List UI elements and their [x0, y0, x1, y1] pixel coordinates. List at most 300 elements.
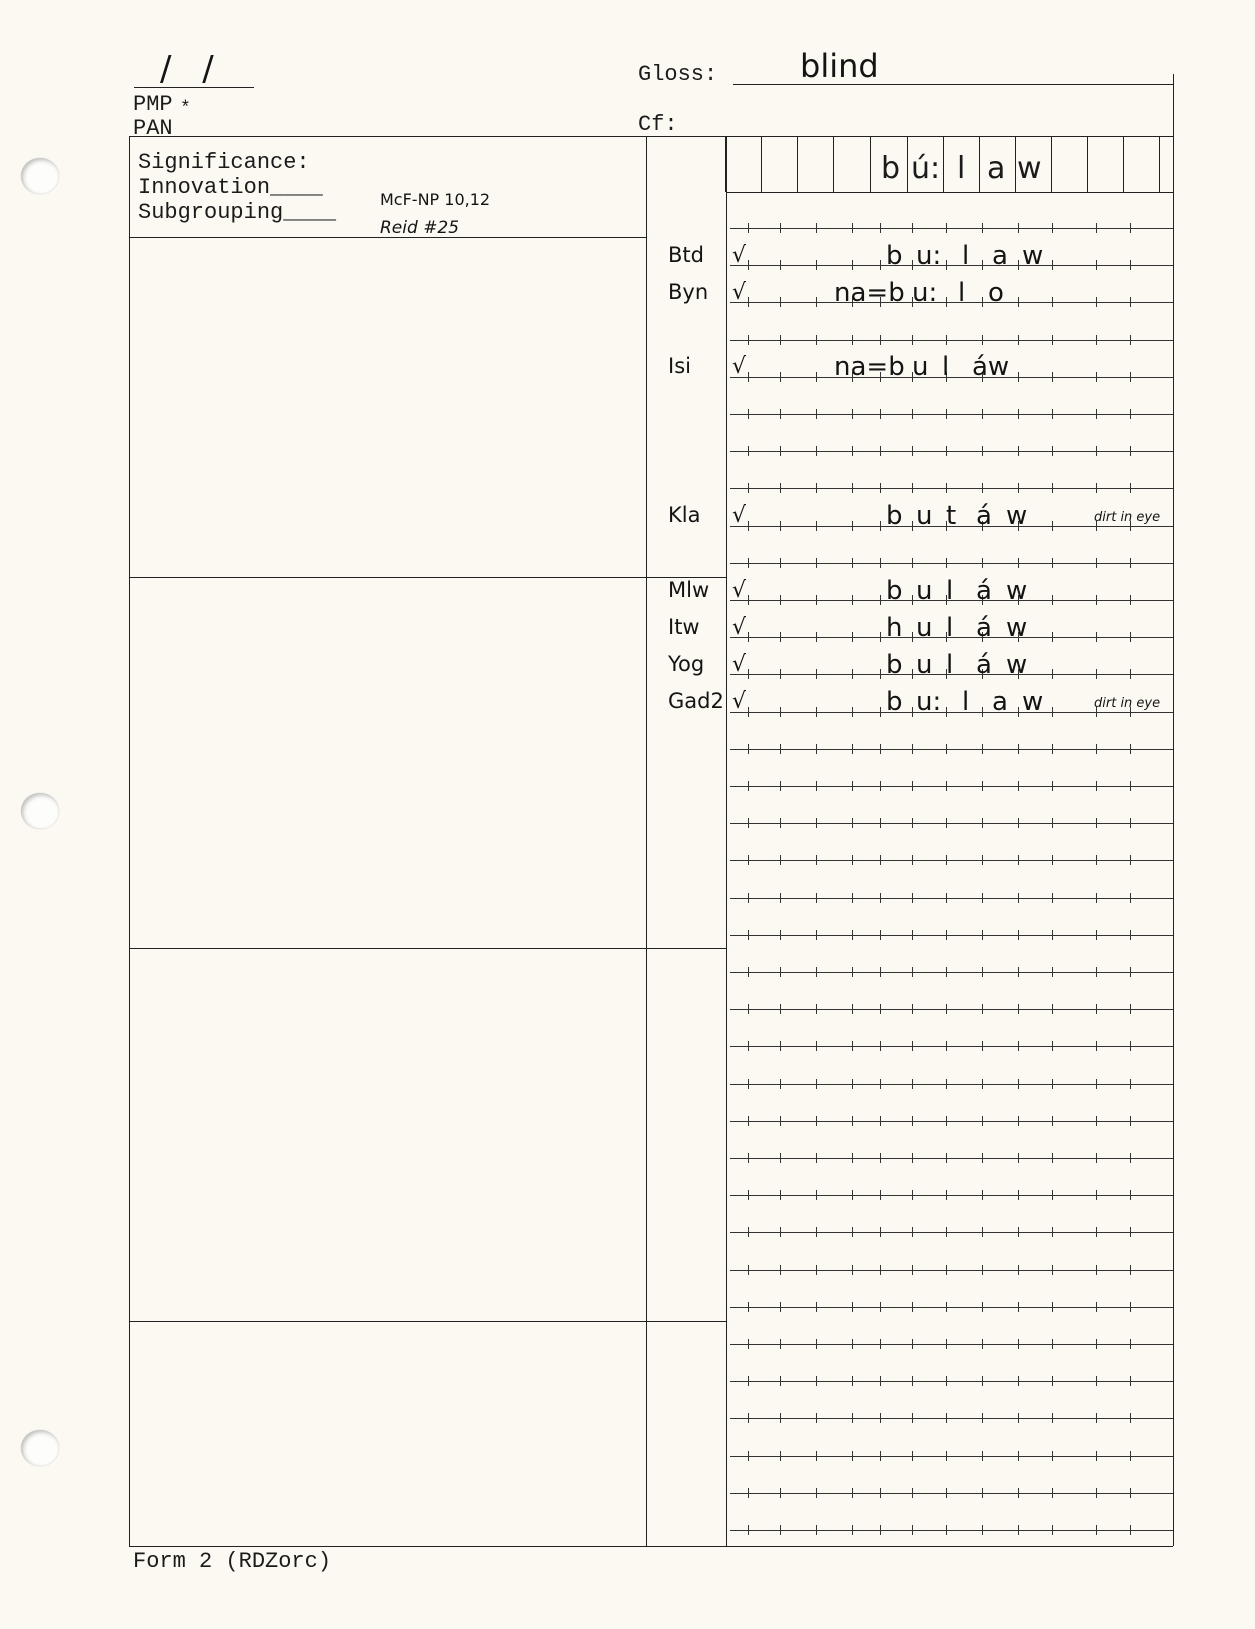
ruled-tick [816, 855, 817, 865]
ruled-tick [780, 1116, 781, 1126]
ruled-tick [982, 483, 983, 493]
ruled-tick [816, 1451, 817, 1461]
ruled-line [730, 749, 1173, 750]
ruled-tick [946, 1190, 947, 1200]
reference-note-1: McF-NP 10,12 [380, 190, 491, 209]
ruled-tick [1096, 1339, 1097, 1349]
ruled-tick [982, 1227, 983, 1237]
ruled-tick [1018, 335, 1019, 345]
check-mark: √ [732, 280, 747, 305]
ruled-tick [1130, 1227, 1131, 1237]
ruled-tick [946, 558, 947, 568]
reconstruction-cell-border [1159, 136, 1160, 192]
ruled-tick [1018, 1190, 1019, 1200]
ruled-tick [816, 1302, 817, 1312]
reconstruction-segment: l [957, 151, 966, 186]
ruled-tick [816, 1488, 817, 1498]
ruled-tick [816, 335, 817, 345]
ruled-tick [816, 1079, 817, 1089]
ruled-tick [880, 818, 881, 828]
ruled-tick [748, 1041, 749, 1051]
ruled-tick [1096, 1227, 1097, 1237]
ruled-tick [780, 1339, 781, 1349]
ruled-tick [1052, 1376, 1053, 1386]
ruled-tick [1018, 1041, 1019, 1051]
phonetic-segment: t [946, 501, 957, 531]
reconstruction-cell-border [1123, 136, 1124, 192]
ruled-tick [982, 1004, 983, 1014]
ruled-tick [748, 744, 749, 754]
ruled-tick [1130, 893, 1131, 903]
ruled-tick [880, 967, 881, 977]
phonetic-segment: o [988, 278, 1004, 308]
ruled-tick [946, 893, 947, 903]
ruled-tick [816, 818, 817, 828]
ruled-tick [880, 855, 881, 865]
ruled-tick [912, 446, 913, 456]
ruled-tick [1096, 1265, 1097, 1275]
ruled-tick [780, 409, 781, 419]
ruled-tick [1096, 1004, 1097, 1014]
ruled-tick [946, 781, 947, 791]
cf-label: Cf: [638, 112, 678, 137]
ruled-tick [912, 1116, 913, 1126]
ruled-tick [816, 744, 817, 754]
ruled-tick [1018, 446, 1019, 456]
pmp-underline [134, 87, 254, 88]
ruled-line [730, 340, 1173, 341]
phonetic-segment: áw [972, 352, 1010, 382]
ruled-tick [1130, 335, 1131, 345]
ruled-tick [1018, 1153, 1019, 1163]
ruled-tick [880, 744, 881, 754]
ruled-tick [1130, 1413, 1131, 1423]
ruled-tick [1052, 1041, 1053, 1051]
ruled-line [730, 1046, 1173, 1047]
phonetic-form [730, 280, 1173, 310]
check-mark: √ [732, 652, 747, 677]
ruled-tick [1096, 558, 1097, 568]
ruled-tick [748, 1339, 749, 1349]
ruled-tick [1130, 1451, 1131, 1461]
ruled-tick [816, 483, 817, 493]
ruled-tick [982, 930, 983, 940]
ruled-tick [912, 1525, 913, 1535]
ruled-tick [852, 1339, 853, 1349]
ruled-tick [852, 1525, 853, 1535]
check-mark: √ [732, 503, 747, 528]
ruled-tick [852, 1041, 853, 1051]
check-mark: √ [732, 354, 747, 379]
ruled-tick [880, 1227, 881, 1237]
ruled-tick [1018, 1079, 1019, 1089]
ruled-tick [982, 1302, 983, 1312]
ruled-tick [816, 1265, 817, 1275]
frame-right-top [1173, 74, 1174, 1546]
ruled-tick [912, 1339, 913, 1349]
ruled-tick [780, 1190, 781, 1200]
ruled-tick [1096, 1079, 1097, 1089]
ruled-tick [1052, 855, 1053, 865]
ruled-tick [1130, 1190, 1131, 1200]
significance-title: Significance: [138, 150, 310, 175]
ruled-tick [852, 930, 853, 940]
ruled-line [730, 898, 1173, 899]
ruled-line [730, 1158, 1173, 1159]
ruled-tick [1052, 446, 1053, 456]
ruled-tick [780, 1227, 781, 1237]
ruled-tick [748, 1227, 749, 1237]
phonetic-segment: u [916, 650, 933, 680]
ruled-tick [852, 1004, 853, 1014]
ruled-tick [880, 335, 881, 345]
ruled-tick [780, 558, 781, 568]
ruled-tick [748, 818, 749, 828]
phonetic-segment: b [886, 501, 903, 531]
ruled-tick [912, 409, 913, 419]
ruled-tick [946, 855, 947, 865]
ruled-tick [1130, 1339, 1131, 1349]
ruled-line [730, 1381, 1173, 1382]
ruled-tick [816, 558, 817, 568]
reconstruction-cell-border [797, 136, 798, 192]
ruled-tick [1018, 1376, 1019, 1386]
ruled-line [730, 1530, 1173, 1531]
phonetic-form [730, 578, 1173, 608]
ruled-tick [880, 483, 881, 493]
ruled-tick [912, 818, 913, 828]
phonetic-segment: u: [916, 241, 942, 271]
reconstruction-cell-border [833, 136, 834, 192]
ruled-tick [852, 1488, 853, 1498]
ruled-tick [1130, 967, 1131, 977]
ruled-tick [1130, 855, 1131, 865]
ruled-tick [1052, 744, 1053, 754]
section-divider-1 [129, 577, 726, 578]
ruled-tick [1052, 781, 1053, 791]
asterisk-mark: * [180, 99, 191, 119]
check-mark: √ [732, 243, 747, 268]
ruled-tick [816, 930, 817, 940]
ruled-line [730, 1307, 1173, 1308]
ruled-tick [1052, 1451, 1053, 1461]
ruled-tick [1052, 1525, 1053, 1535]
ruled-tick [852, 1190, 853, 1200]
ruled-tick [982, 1339, 983, 1349]
ruled-line [730, 1418, 1173, 1419]
ruled-tick [982, 1451, 983, 1461]
ruled-tick [1130, 1004, 1131, 1014]
phonetic-segment: l [962, 241, 970, 271]
ruled-tick [748, 335, 749, 345]
ruled-tick [748, 1190, 749, 1200]
ruled-tick [852, 409, 853, 419]
ruled-tick [982, 1525, 983, 1535]
ruled-tick [1052, 967, 1053, 977]
ruled-tick [780, 1451, 781, 1461]
ruled-tick [748, 1079, 749, 1089]
ruled-tick [1096, 409, 1097, 419]
ruled-tick [748, 1153, 749, 1163]
ruled-tick [1052, 1339, 1053, 1349]
ruled-tick [780, 1525, 781, 1535]
phonetic-segment: l [946, 576, 954, 606]
phonetic-segment: a [992, 241, 1008, 271]
ruled-tick [748, 967, 749, 977]
ruled-tick [780, 446, 781, 456]
reconstruction-cell-border [1015, 136, 1016, 192]
ruled-tick [1052, 223, 1053, 233]
ruled-tick [1018, 1451, 1019, 1461]
ruled-tick [946, 446, 947, 456]
ruled-tick [748, 558, 749, 568]
ruled-tick [1052, 1302, 1053, 1312]
language-code: Yog [668, 652, 705, 676]
ruled-tick [1130, 1079, 1131, 1089]
ruled-tick [780, 967, 781, 977]
ruled-tick [982, 558, 983, 568]
ruled-tick [912, 1413, 913, 1423]
ruled-tick [1096, 446, 1097, 456]
ruled-tick [880, 1079, 881, 1089]
ruled-tick [1096, 1413, 1097, 1423]
ruled-tick [816, 1116, 817, 1126]
ruled-tick [1096, 781, 1097, 791]
ruled-tick [852, 1227, 853, 1237]
ruled-tick [946, 1451, 947, 1461]
ruled-line [730, 823, 1173, 824]
reconstruction-cell-border [1051, 136, 1052, 192]
phonetic-segment: u [916, 576, 933, 606]
ruled-tick [946, 335, 947, 345]
phonetic-segment: h [886, 613, 903, 643]
ruled-tick [912, 1376, 913, 1386]
pan-label: PAN [133, 116, 173, 141]
ruled-tick [1130, 1265, 1131, 1275]
binder-hole-bottom [21, 1430, 59, 1466]
ruled-tick [912, 1041, 913, 1051]
ruled-tick [748, 855, 749, 865]
ruled-tick [780, 1041, 781, 1051]
binder-hole-top [21, 158, 59, 194]
ruled-line [730, 1344, 1173, 1345]
ruled-line [730, 1232, 1173, 1233]
ruled-tick [748, 893, 749, 903]
ruled-tick [1096, 1525, 1097, 1535]
phonetic-segment: b [886, 687, 903, 717]
ruled-tick [1052, 1413, 1053, 1423]
ruled-tick [748, 1004, 749, 1014]
ruled-tick [780, 1376, 781, 1386]
ruled-tick [852, 558, 853, 568]
ruled-tick [1052, 818, 1053, 828]
ruled-tick [816, 1227, 817, 1237]
ruled-tick [1096, 967, 1097, 977]
ruled-tick [1052, 1079, 1053, 1089]
phonetic-segment: w [1022, 687, 1044, 717]
ruled-tick [880, 1153, 881, 1163]
ruled-tick [1018, 1004, 1019, 1014]
gloss-value: blind [800, 47, 879, 85]
form-label: Form 2 (RDZorc) [133, 1549, 332, 1574]
ruled-tick [946, 223, 947, 233]
slash-marks: / / [160, 49, 224, 89]
ruled-tick [880, 1376, 881, 1386]
frame-mid-divider [646, 136, 647, 1546]
phonetic-segment: l [958, 278, 966, 308]
phonetic-form [730, 615, 1173, 645]
ruled-tick [912, 1004, 913, 1014]
innovation-label: Innovation____ [138, 175, 323, 200]
ruled-tick [1052, 558, 1053, 568]
ruled-tick [852, 223, 853, 233]
phonetic-segment: u [912, 352, 929, 382]
ruled-tick [1096, 335, 1097, 345]
ruled-tick [880, 1265, 881, 1275]
language-code: Byn [668, 280, 709, 304]
gloss-note: dirt in eye [1094, 696, 1161, 711]
ruled-tick [780, 1004, 781, 1014]
ruled-tick [1096, 1451, 1097, 1461]
ruled-tick [852, 1116, 853, 1126]
phonetic-segment: w [1006, 501, 1028, 531]
ruled-tick [1018, 483, 1019, 493]
ruled-tick [748, 1302, 749, 1312]
ruled-tick [1018, 818, 1019, 828]
ruled-tick [1018, 1525, 1019, 1535]
phonetic-form [730, 243, 1173, 273]
phonetic-segment: na=b [834, 278, 905, 308]
ruled-tick [780, 1302, 781, 1312]
ruled-tick [982, 1116, 983, 1126]
ruled-tick [780, 1265, 781, 1275]
ruled-tick [852, 855, 853, 865]
ruled-tick [1130, 223, 1131, 233]
ruled-tick [1130, 1302, 1131, 1312]
ruled-tick [852, 1265, 853, 1275]
ruled-tick [748, 781, 749, 791]
subgrouping-label: Subgrouping____ [138, 200, 337, 225]
ruled-tick [816, 1190, 817, 1200]
ruled-line [730, 414, 1173, 415]
ruled-line [730, 935, 1173, 936]
language-code: Gad2 [668, 689, 724, 713]
ruled-tick [1052, 483, 1053, 493]
ruled-tick [816, 1153, 817, 1163]
phonetic-segment: b [886, 650, 903, 680]
phonetic-segment: l [946, 650, 954, 680]
ruled-tick [880, 558, 881, 568]
ruled-tick [880, 1339, 881, 1349]
ruled-tick [1096, 1116, 1097, 1126]
reconstruction-segment: a [987, 151, 1006, 186]
ruled-tick [1052, 409, 1053, 419]
phonetic-segment: u: [912, 278, 938, 308]
ruled-tick [780, 855, 781, 865]
ruled-tick [1096, 1488, 1097, 1498]
ruled-tick [946, 1004, 947, 1014]
ruled-tick [1130, 818, 1131, 828]
ruled-tick [816, 1525, 817, 1535]
ruled-tick [852, 1376, 853, 1386]
gloss-underline [733, 84, 1173, 85]
phonetic-segment: w [1022, 241, 1044, 271]
phonetic-segment: u: [916, 687, 942, 717]
ruled-tick [982, 1041, 983, 1051]
ruled-tick [1018, 1116, 1019, 1126]
ruled-tick [912, 1153, 913, 1163]
ruled-tick [982, 967, 983, 977]
ruled-tick [912, 744, 913, 754]
ruled-tick [880, 409, 881, 419]
ruled-tick [1130, 744, 1131, 754]
ruled-tick [1096, 818, 1097, 828]
ruled-line [730, 1009, 1173, 1010]
ruled-tick [780, 483, 781, 493]
ruled-tick [912, 1227, 913, 1237]
ruled-tick [780, 223, 781, 233]
reconstruction-segment: b [881, 151, 901, 186]
ruled-tick [912, 223, 913, 233]
ruled-tick [748, 1116, 749, 1126]
ruled-tick [912, 1451, 913, 1461]
ruled-tick [1018, 930, 1019, 940]
ruled-tick [880, 1041, 881, 1051]
ruled-tick [946, 1488, 947, 1498]
check-mark: √ [732, 615, 747, 640]
phonetic-segment: á [976, 613, 992, 643]
ruled-tick [880, 781, 881, 791]
ruled-tick [946, 744, 947, 754]
ruled-tick [982, 1153, 983, 1163]
ruled-tick [912, 1488, 913, 1498]
ruled-tick [982, 744, 983, 754]
ruled-tick [912, 558, 913, 568]
ruled-tick [816, 893, 817, 903]
ruled-tick [1018, 855, 1019, 865]
ruled-tick [1130, 1525, 1131, 1535]
ruled-tick [1052, 1265, 1053, 1275]
ruled-tick [816, 1004, 817, 1014]
ruled-tick [1052, 1190, 1053, 1200]
ruled-tick [912, 483, 913, 493]
ruled-tick [748, 446, 749, 456]
ruled-tick [1130, 930, 1131, 940]
phonetic-segment: l [962, 687, 970, 717]
ruled-tick [816, 409, 817, 419]
phonetic-segment: w [1006, 576, 1028, 606]
phonetic-segment: á [976, 501, 992, 531]
ruled-tick [852, 335, 853, 345]
ruled-tick [982, 1265, 983, 1275]
ruled-tick [748, 483, 749, 493]
ruled-tick [852, 446, 853, 456]
phonetic-segment: w [1006, 650, 1028, 680]
ruled-tick [1130, 1116, 1131, 1126]
reconstruction-cell-border [870, 136, 871, 192]
ruled-tick [880, 930, 881, 940]
ruled-tick [982, 335, 983, 345]
ruled-tick [748, 223, 749, 233]
ruled-tick [1096, 855, 1097, 865]
check-mark: √ [732, 578, 747, 603]
ruled-tick [852, 1079, 853, 1089]
ruled-line [730, 1270, 1173, 1271]
ruled-tick [880, 223, 881, 233]
ruled-tick [1096, 893, 1097, 903]
phonetic-segment: na=b [834, 352, 905, 382]
ruled-tick [1018, 409, 1019, 419]
